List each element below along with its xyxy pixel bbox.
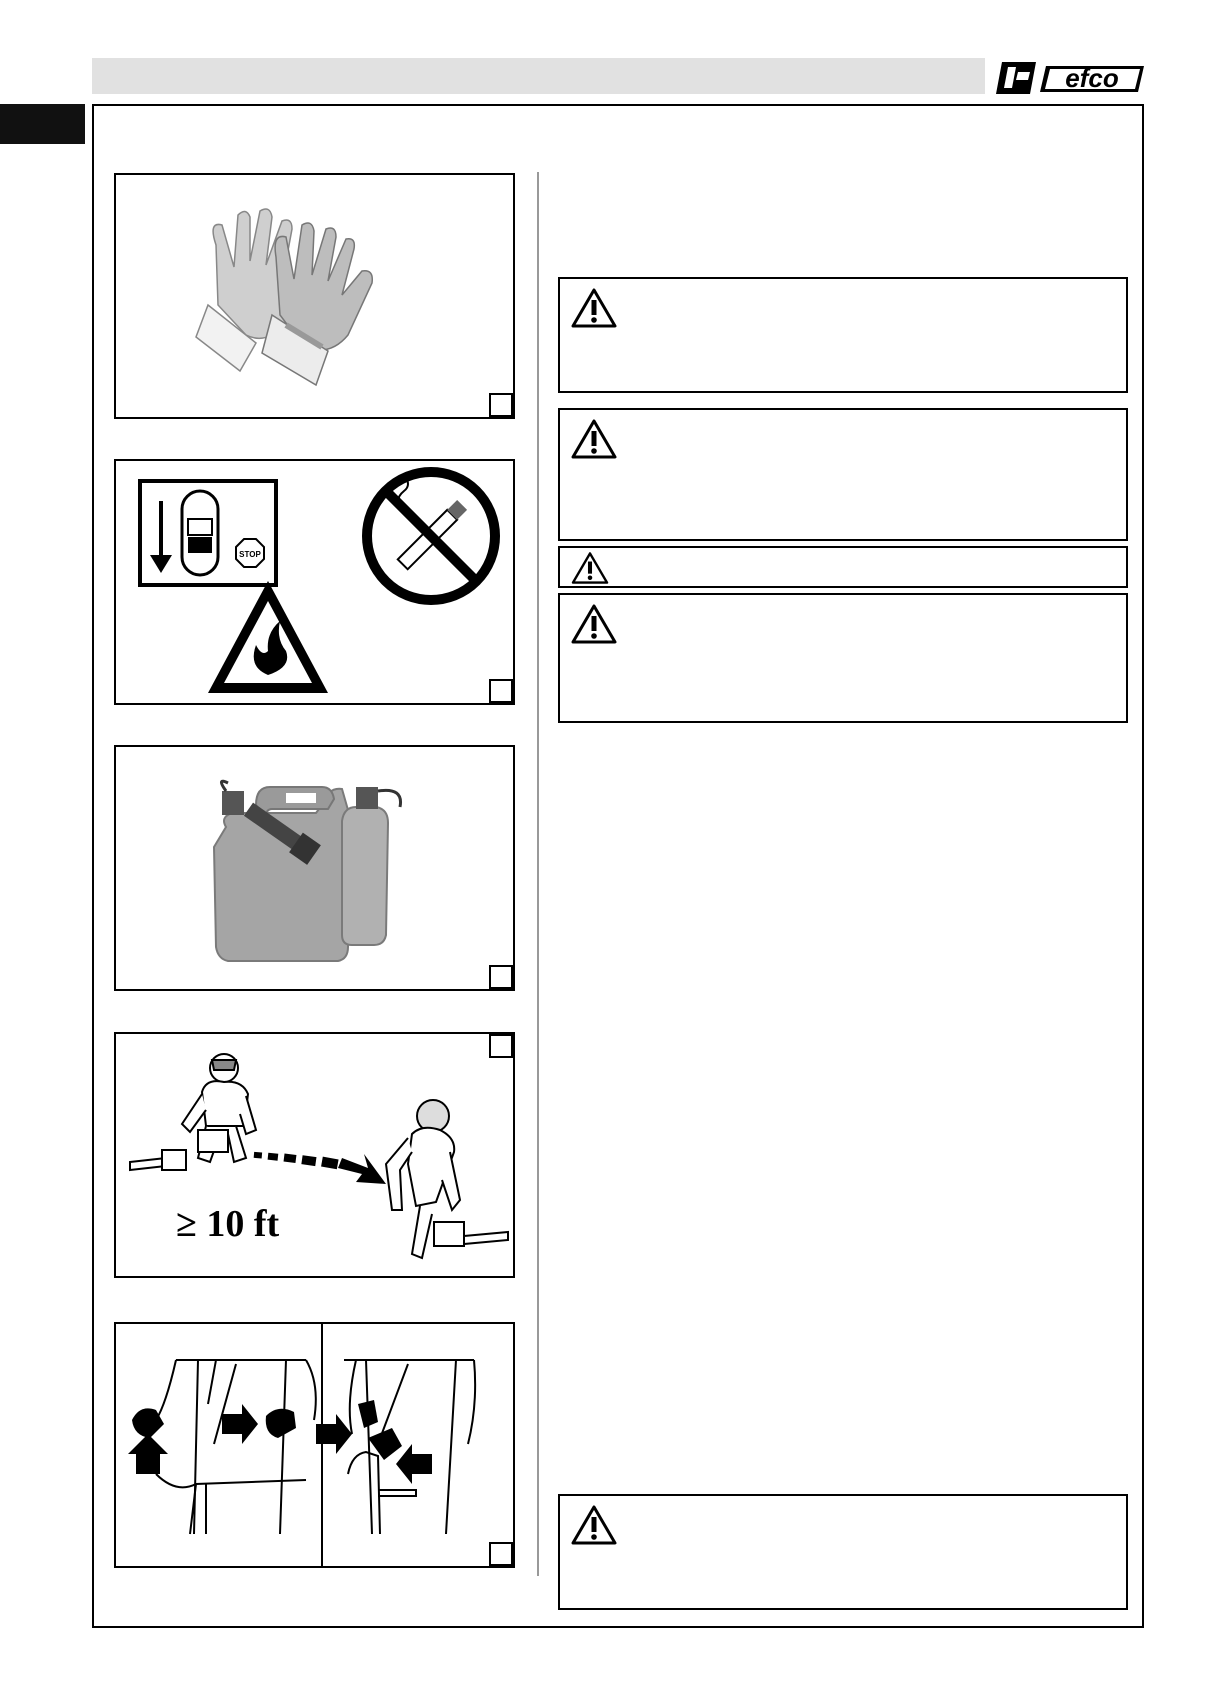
warning-triangle-icon <box>570 1504 618 1551</box>
efco-logo <box>996 58 1144 98</box>
warning-triangle-icon <box>570 551 610 590</box>
figure-index-box <box>489 679 513 703</box>
handle-grip-icon <box>116 1324 515 1568</box>
fuel-can-icon <box>116 747 515 991</box>
warning-triangle-icon <box>570 418 618 465</box>
figure-index-box <box>489 965 513 989</box>
warning-triangle-icon <box>570 287 618 334</box>
column-divider <box>537 172 539 1576</box>
handle-grip-figure <box>114 1322 515 1568</box>
section-tab <box>0 104 85 144</box>
svg-text:STOP: STOP <box>239 550 261 559</box>
warning-triangle-icon <box>570 603 618 650</box>
logo-text: efco <box>1065 63 1119 93</box>
warning-box <box>558 408 1128 541</box>
refuel-distance-figure <box>114 1032 515 1278</box>
fire-hazard-icon <box>208 581 328 693</box>
distance-label: ≥ 10 ft <box>176 1203 280 1245</box>
warning-box <box>558 1494 1128 1610</box>
warning-box <box>558 277 1128 393</box>
gloves-figure <box>114 173 515 419</box>
engine-stop-icon <box>140 481 276 585</box>
work-gloves-icon <box>116 175 515 419</box>
header-bar <box>92 58 985 94</box>
warning-box <box>558 593 1128 723</box>
figure-index-box <box>489 393 513 417</box>
warning-box <box>558 546 1128 588</box>
fuel-can-figure <box>114 745 515 991</box>
no-smoking-icon <box>367 472 495 600</box>
fuel-safety-figure <box>114 459 515 705</box>
figure-index-box <box>489 1542 513 1566</box>
figure-index-box <box>489 1034 513 1058</box>
